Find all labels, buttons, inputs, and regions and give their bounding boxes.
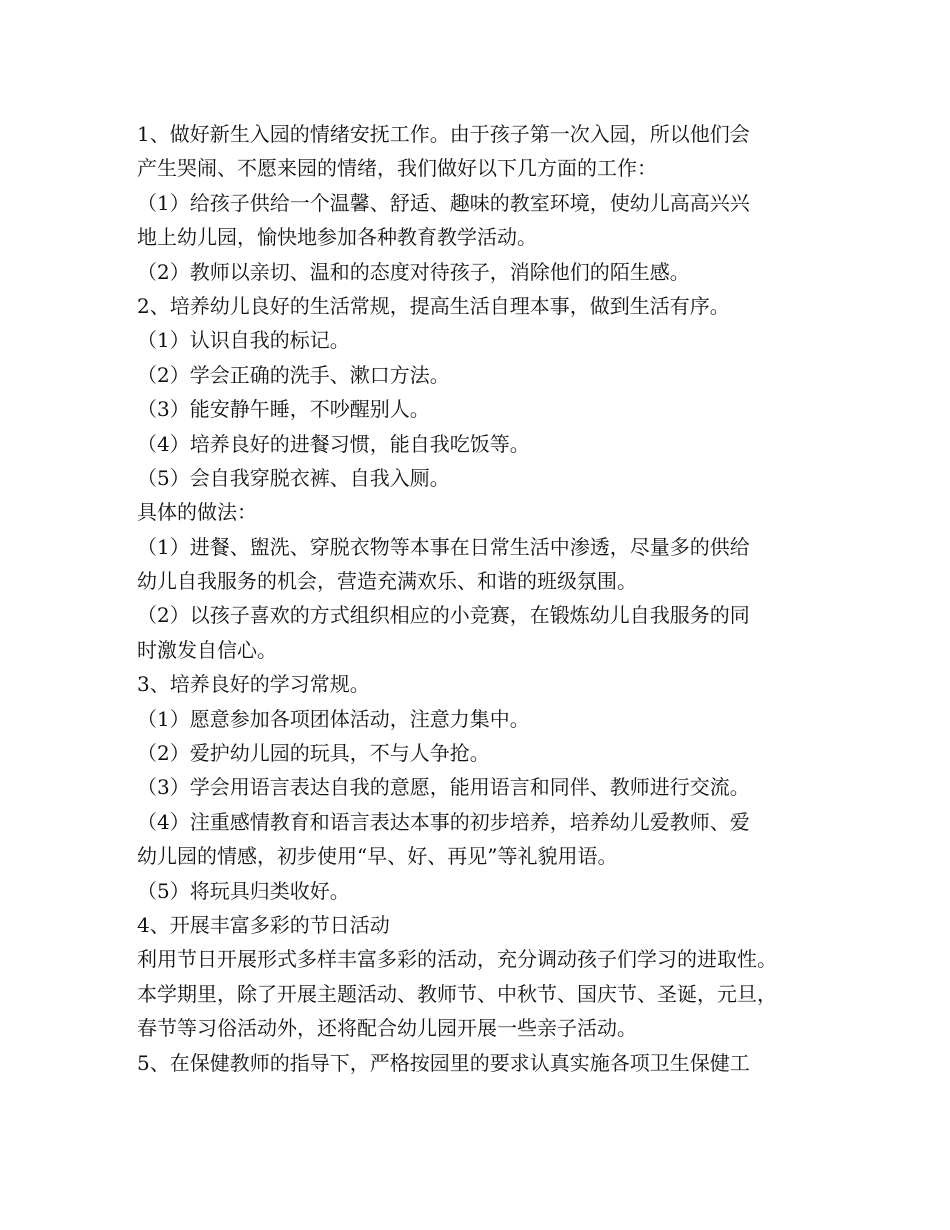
text-line: 春节等习俗活动外，还将配合幼儿园开展一些亲子活动。 xyxy=(137,1016,637,1041)
text-line: （2）爱护幼儿园的玩具，不与人争抢。 xyxy=(137,741,490,766)
text-line: （4）培养良好的进餐习惯，能自我吃饭等。 xyxy=(137,431,530,456)
text-line: 本学期里，除了开展主题活动、教师节、中秋节、国庆节、圣诞，元旦， xyxy=(137,981,777,1006)
text-line: （3）学会用语言表达自我的意愿，能用语言和同伴、教师进行交流。 xyxy=(137,775,750,800)
text-line: （1）给孩子供给一个温馨、舒适、趣味的教室环境，使幼儿高高兴兴 xyxy=(137,190,750,215)
text-line: 2、培养幼儿良好的生活常规，提高生活自理本事，做到生活有序。 xyxy=(137,293,730,318)
text-line: 产生哭闹、不愿来园的情绪，我们做好以下几方面的工作： xyxy=(137,156,657,181)
text-line: （1）认识自我的标记。 xyxy=(137,328,350,353)
text-line: （2）以孩子喜欢的方式组织相应的小竞赛，在锻炼幼儿自我服务的同 xyxy=(137,603,750,628)
text-line: 1、做好新生入园的情绪安抚工作。由于孩子第一次入园，所以他们会 xyxy=(137,122,750,146)
document-page xyxy=(137,117,837,1080)
text-line: （2）学会正确的洗手、漱口方法。 xyxy=(137,362,450,387)
text-line: （5）将玩具归类收好。 xyxy=(137,878,350,903)
text-line: （1）进餐、盥洗、穿脱衣物等本事在日常生活中渗透，尽量多的供给 xyxy=(137,534,750,559)
text-line: 地上幼儿园，愉快地参加各种教育教学活动。 xyxy=(137,225,537,250)
text-line: 时激发自信心。 xyxy=(137,637,277,662)
text-line: 5、在保健教师的指导下，严格按园里的要求认真实施各项卫生保健工 xyxy=(137,1050,750,1075)
text-line: 幼儿自我服务的机会，营造充满欢乐、和谐的班级氛围。 xyxy=(137,569,637,594)
text-line: （4）注重感情教育和语言表达本事的初步培养，培养幼儿爱教师、爱 xyxy=(137,809,750,834)
text-line: （1）愿意参加各项团体活动，注意力集中。 xyxy=(137,706,530,731)
text-line: 4、开展丰富多彩的节日活动 xyxy=(137,912,390,937)
text-line: 3、培养良好的学习常规。 xyxy=(137,672,370,697)
text-line: （2）教师以亲切、温和的态度对待孩子，消除他们的陌生感。 xyxy=(137,259,690,284)
text-line: 幼儿园的情感，初步使用“早、好、再见”等礼貌用语。 xyxy=(137,844,618,869)
text-line: 利用节日开展形式多样丰富多彩的活动，充分调动孩子们学习的进取性。 xyxy=(137,947,777,972)
text-line: （3）能安静午睡，不吵醒别人。 xyxy=(137,397,430,422)
text-line: 具体的做法： xyxy=(137,500,257,525)
text-line: （5）会自我穿脱衣裤、自我入厕。 xyxy=(137,465,450,490)
